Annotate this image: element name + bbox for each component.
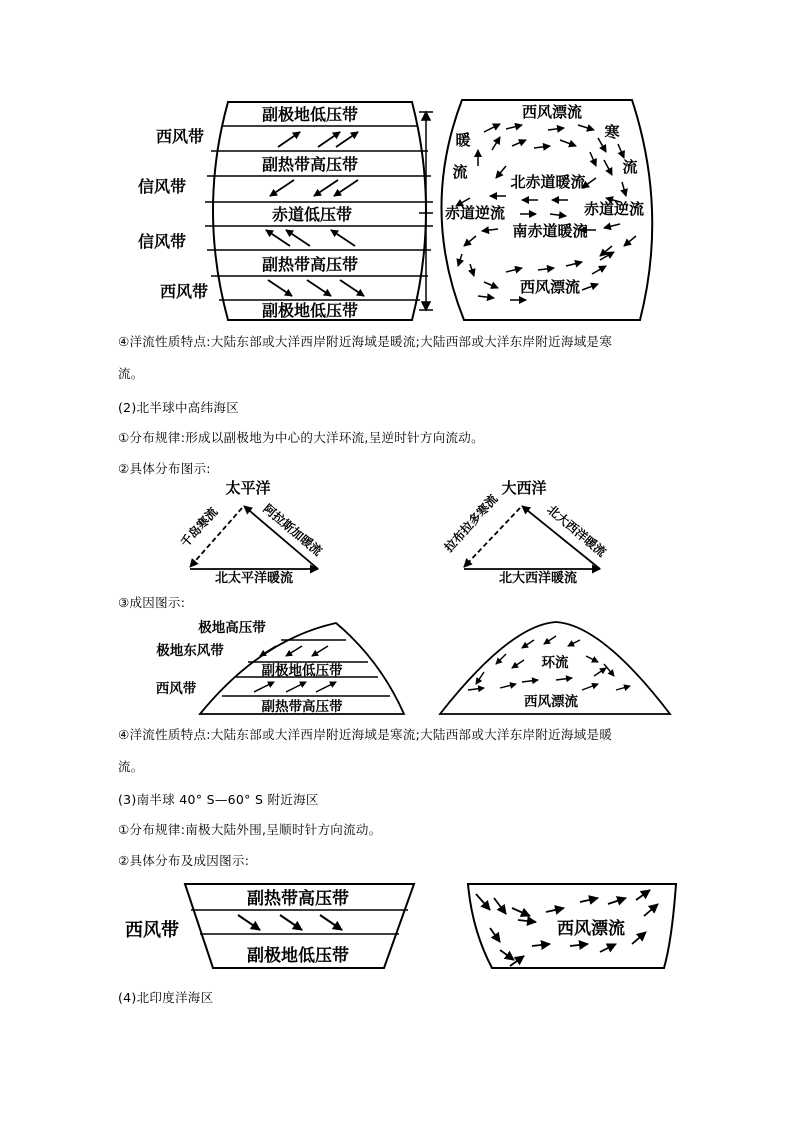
band-label-1: 副极地低压带: [261, 105, 359, 124]
drift-label: 西风漂流: [524, 694, 578, 710]
label-polar-easterlies: 极地东风带: [156, 643, 224, 659]
paragraph-5: ③成因图示:: [118, 595, 186, 610]
atlantic-left-label: 拉布拉多寒流: [441, 491, 501, 555]
band-subtropical-high-s: 副热带高压带: [247, 889, 349, 909]
paragraph-4: ②具体分布图示:: [118, 461, 211, 476]
current-west-wind-drift-top: 西风漂流: [521, 103, 583, 121]
section-heading-4: (4)北印度洋海区: [118, 990, 214, 1005]
band-subtropical-high: 副热带高压带: [261, 699, 343, 715]
paragraph-1-line-1: ④洋流性质特点:大陆东部或大洋西岸附近海域是暖流;大陆西部或大洋东岸附近海域是寒: [118, 334, 613, 349]
side-label-trades-2: 信风带: [137, 232, 187, 251]
drift-label-s: 西风漂流: [557, 919, 625, 939]
label-polar-high: 极地高压带: [198, 620, 266, 636]
paragraph-8: ①分布规律:南极大陆外围,呈顺时针方向流动。: [118, 822, 382, 837]
pacific-right-label: 阿拉斯加暖流: [260, 501, 325, 559]
current-north-equatorial: 北赤道暖流: [510, 173, 586, 191]
side-label-westerlies-2: 西风带: [159, 282, 209, 301]
current-counter-right: 赤道逆流: [583, 200, 645, 218]
pacific-title: 太平洋: [225, 479, 271, 497]
band-label-2: 副热带高压带: [261, 155, 359, 174]
side-label-westerlies-1: 西风带: [155, 127, 205, 146]
current-warm-flow-char: 流: [452, 163, 468, 181]
paragraph-6-line-2: 流。: [118, 759, 144, 774]
band-label-5: 副极地低压带: [261, 301, 359, 320]
current-counter-left: 赤道逆流: [444, 204, 506, 222]
paragraph-1-line-2: 流。: [118, 366, 144, 381]
paragraph-6-line-1: ④洋流性质特点:大陆东部或大洋西岸附近海域是寒流;大陆西部或大洋东岸附近海域是暖: [118, 727, 613, 742]
section-heading-2: (2)北半球中高纬海区: [118, 400, 240, 415]
atlantic-bottom-label: 北大西洋暖流: [498, 571, 578, 586]
pacific-left-label: 千岛寒流: [177, 504, 221, 550]
band-subpolar-low: 副极地低压带: [261, 663, 343, 679]
band-label-4: 副热带高压带: [261, 255, 359, 274]
label-westerlies: 西风带: [155, 681, 197, 697]
ring-label: 环流: [541, 655, 569, 671]
current-west-wind-drift-bottom: 西风漂流: [519, 278, 581, 296]
band-subpolar-low-s: 副极地低压带: [247, 946, 349, 966]
current-cold-char: 寒: [604, 123, 620, 141]
current-flow-char: 流: [622, 158, 638, 176]
section-heading-3: (3)南半球 40° S—60° S 附近海区: [118, 792, 319, 807]
atlantic-right-label: 北大西洋暖流: [544, 502, 609, 560]
pacific-bottom-label: 北太平洋暖流: [214, 571, 294, 586]
paragraph-9: ②具体分布及成因图示:: [118, 853, 250, 868]
side-label-trades-1: 信风带: [137, 177, 187, 196]
current-south-equatorial: 南赤道暖流: [512, 222, 588, 240]
label-westerlies-s: 西风带: [125, 920, 179, 941]
paragraph-3: ①分布规律:形成以副极地为中心的大洋环流,呈逆时针方向流动。: [118, 430, 484, 445]
current-warm-char: 暖: [455, 131, 471, 149]
band-label-3: 赤道低压带: [271, 205, 353, 224]
atlantic-title: 大西洋: [501, 479, 547, 497]
